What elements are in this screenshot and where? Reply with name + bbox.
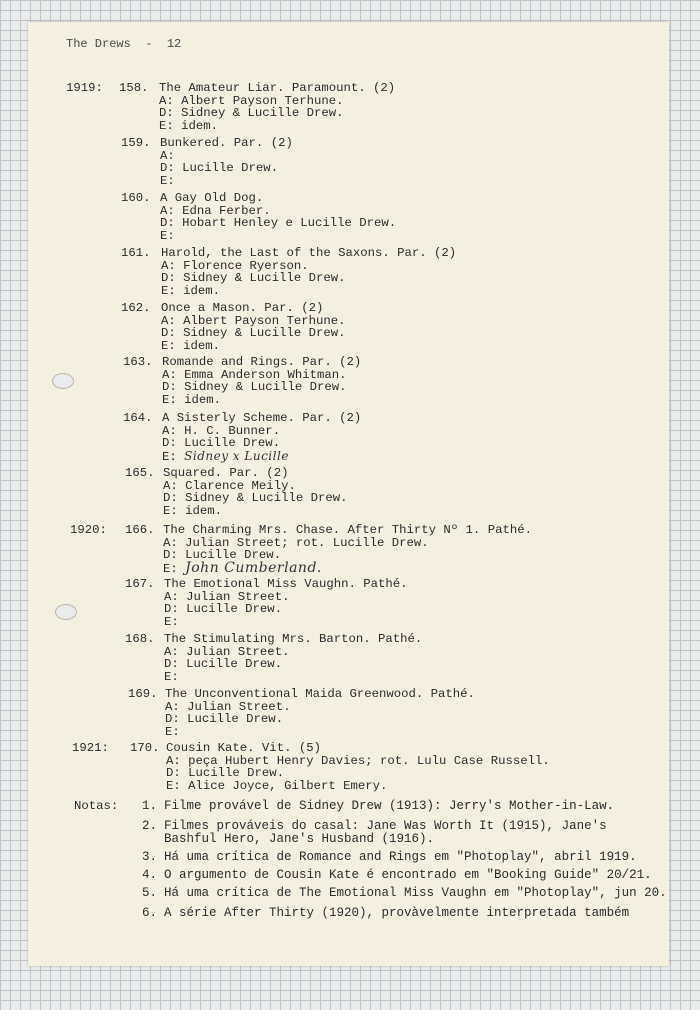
note-number: 1. — [142, 799, 158, 813]
note-text: O argumento de Cousin Kate é encontrado em "Booking Guide" 20/21. — [164, 868, 652, 882]
cast-line: E: idem. — [163, 503, 223, 518]
director-line: D: Lucille Drew. — [166, 766, 285, 781]
author-line: A: Florence Ryerson. — [161, 258, 309, 273]
author-line: A: Clarence Meily. — [163, 478, 296, 493]
author-line: A: Julian Street; rot. Lucille Drew. — [163, 535, 429, 550]
author-line: A: — [160, 148, 175, 163]
film-title: A Sisterly Scheme. Par. (2) — [162, 411, 362, 425]
entry-number: 167. — [125, 577, 155, 591]
author-line: A: H. C. Bunner. — [162, 423, 281, 438]
note-text: Há uma crítica de The Emotional Miss Vaughn em "Photoplay", jun 20. — [164, 886, 667, 900]
director-line: D: Sidney & Lucille Drew. — [161, 271, 346, 286]
entry-number: 161. — [121, 246, 151, 260]
film-title: Romande and Rings. Par. (2) — [162, 355, 362, 369]
year-label: 1921: — [72, 741, 109, 755]
entry-number: 170. — [130, 741, 160, 755]
paper-sheet — [28, 22, 669, 966]
director-line: D: Sidney & Lucille Drew. — [163, 491, 348, 506]
film-title: The Unconventional Maida Greenwood. Pathé. — [165, 687, 475, 701]
author-line: A: Julian Street. — [164, 589, 290, 604]
film-title: The Emotional Miss Vaughn. Pathé. — [164, 577, 408, 591]
year-label: 1919: — [66, 81, 103, 95]
director-line: D: Lucille Drew. — [162, 436, 281, 451]
handwritten-annotation: John Cumberland. — [185, 559, 322, 576]
director-line: D: Sidney & Lucille Drew. — [159, 106, 344, 121]
entry-number: 160. — [121, 191, 151, 205]
entry-number: 162. — [121, 301, 151, 315]
film-title: Squared. Par. (2) — [163, 466, 289, 480]
author-line: A: Emma Anderson Whitman. — [162, 367, 347, 382]
entry-number: 166. — [125, 523, 155, 537]
director-line: D: Lucille Drew. — [164, 602, 283, 617]
author-line: A: peça Hubert Henry Davies; rot. Lulu Case Russell. — [166, 753, 550, 768]
film-title: Bunkered. Par. (2) — [160, 136, 293, 150]
entry-number: 163. — [123, 355, 153, 369]
note-number: 5. — [142, 886, 158, 900]
director-line: D: Sidney & Lucille Drew. — [162, 380, 347, 395]
cast-line: E: — [164, 614, 179, 629]
cast-line: E: idem. — [162, 392, 222, 407]
director-line: D: Hobart Henley e Lucille Drew. — [160, 216, 397, 231]
director-line: D: Lucille Drew. — [164, 657, 283, 672]
note-text: Há uma crítica de Romance and Rings em "Photoplay", abril 1919. — [164, 850, 637, 864]
note-text: Filmes prováveis do casal: Jane Was Worth It (1915), Jane's — [164, 819, 607, 833]
entry-number: 159. — [121, 136, 151, 150]
note-text: Filme provável de Sidney Drew (1913): Jerry's Mother-in-Law. — [164, 799, 615, 813]
director-line: D: Lucille Drew. — [165, 712, 284, 727]
cast-line: E: Alice Joyce, Gilbert Emery. — [166, 778, 388, 793]
cast-line: E: idem. — [159, 118, 219, 133]
filmography-list — [28, 22, 669, 966]
author-line: A: Julian Street. — [164, 644, 290, 659]
note-number: 6. — [142, 906, 158, 920]
entry-number: 169. — [128, 687, 158, 701]
note-text: A série After Thirty (1920), provàvelmente interpretada também — [164, 906, 630, 920]
film-title: Cousin Kate. Vit. (5) — [166, 741, 321, 755]
note-number: 3. — [142, 850, 158, 864]
cast-line: E: idem. — [161, 283, 221, 298]
cast-line: E: — [164, 669, 179, 684]
author-line: A: Edna Ferber. — [160, 203, 271, 218]
entry-number: 158. — [119, 81, 149, 95]
page-header: The Drews - 12 — [66, 37, 182, 51]
entry-number: 164. — [123, 411, 153, 425]
note-text: Bashful Hero, Jane's Husband (1916). — [164, 831, 435, 846]
cast-line: E: idem. — [161, 338, 221, 353]
entry-number: 168. — [125, 632, 155, 646]
handwritten-annotation: Sidney x Lucille — [184, 448, 289, 463]
film-title: Harold, the Last of the Saxons. Par. (2) — [161, 246, 457, 260]
note-number: 4. — [142, 868, 158, 882]
film-title: A Gay Old Dog. — [160, 191, 264, 205]
year-label: 1920: — [70, 523, 107, 537]
author-line: A: Albert Payson Terhune. — [161, 313, 346, 328]
entry-number: 165. — [125, 466, 155, 480]
cast-line: E: Sidney x Lucille — [162, 448, 289, 464]
cast-line: E: — [160, 228, 175, 243]
film-title: The Charming Mrs. Chase. After Thirty Nº 1. Pathé. — [163, 523, 532, 537]
author-line: A: Julian Street. — [165, 699, 291, 714]
film-title: The Amateur Liar. Paramount. (2) — [159, 81, 396, 95]
film-title: Once a Mason. Par. (2) — [161, 301, 324, 315]
note-number: 2. — [142, 819, 158, 833]
notes-label: Notas: — [74, 799, 119, 813]
cast-line: E: — [160, 173, 175, 188]
cast-line: E: John Cumberland. — [163, 559, 322, 576]
author-line: A: Albert Payson Terhune. — [159, 93, 344, 108]
director-line: D: Lucille Drew. — [160, 161, 279, 176]
film-title: The Stimulating Mrs. Barton. Pathé. — [164, 632, 423, 646]
director-line: D: Sidney & Lucille Drew. — [161, 326, 346, 341]
cast-line: E: — [165, 724, 180, 739]
director-line: D: Lucille Drew. — [163, 548, 282, 563]
